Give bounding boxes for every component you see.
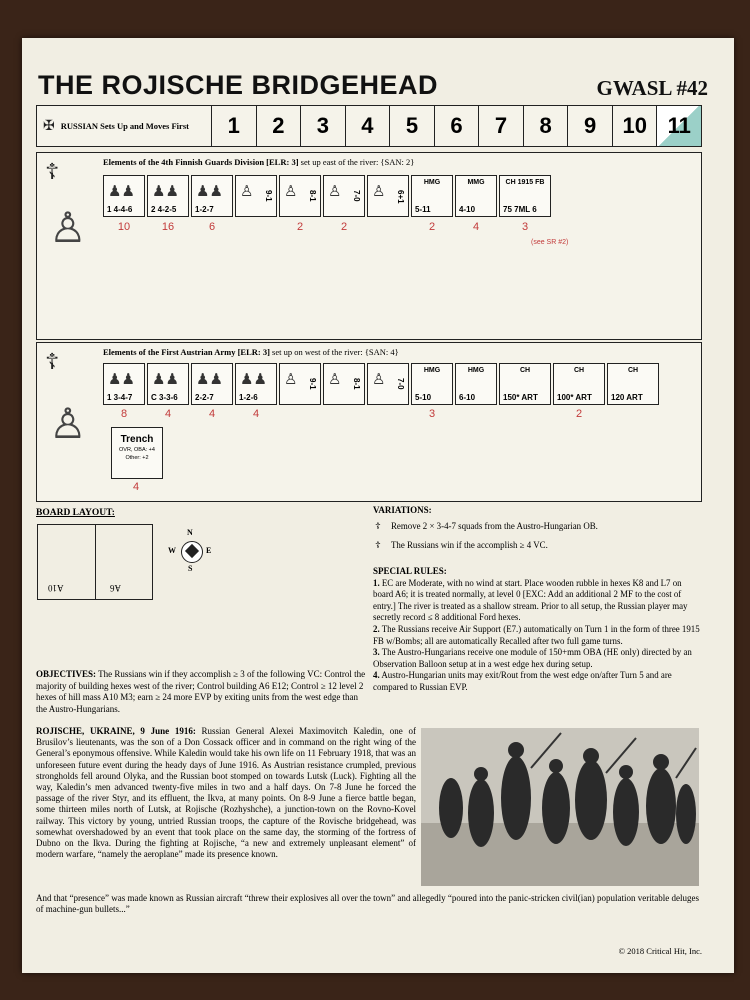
russian-count: 6	[208, 221, 216, 233]
austrian-count	[499, 408, 551, 420]
austrian-count: 4	[208, 408, 216, 420]
turn-box: 7	[479, 106, 524, 146]
squad-figure-icon: ♟♟	[108, 371, 135, 388]
russian-count: 10	[117, 221, 131, 233]
austrian-count: 2	[575, 408, 583, 420]
austrian-counter: ♟♟ 2-2-7	[191, 363, 233, 405]
russian-counts	[103, 221, 551, 233]
russian-counter: ♙ 7-0	[323, 175, 365, 217]
russian-counter: ♟♟ 1-2-7	[191, 175, 233, 217]
squad-figure-icon: ♟♟	[196, 371, 223, 388]
austrian-counter: ♙ 8-1	[323, 363, 365, 405]
leader-figure-icon: ♙	[372, 183, 386, 200]
austrian-counter: ♙ 7-0	[367, 363, 409, 405]
russian-count: 2	[428, 221, 436, 233]
austrian-count	[455, 408, 497, 420]
compass-icon	[181, 541, 203, 563]
turn-box: 10	[613, 106, 658, 146]
austrian-count	[607, 408, 659, 420]
board-layout	[37, 524, 153, 600]
squad-figure-icon: ♟♟	[196, 183, 223, 200]
austrian-soldier-icon: ♙	[49, 402, 87, 448]
russian-count: 3	[521, 221, 529, 233]
russian-count: 4	[472, 221, 480, 233]
russian-counter: HMG 5-11	[411, 175, 453, 217]
turn-box: 4	[346, 106, 391, 146]
turn-box: 5	[390, 106, 435, 146]
russian-counter: MMG 4-10	[455, 175, 497, 217]
austrian-counter: HMG 6-10	[455, 363, 497, 405]
austrian-counter: HMG 5-10	[411, 363, 453, 405]
russian-count	[367, 221, 409, 233]
russian-note: (see SR #2)	[531, 239, 569, 246]
russian-counter: ♙ 9-1	[235, 175, 277, 217]
turn-record-side-text: RUSSIAN Sets Up and Moves First	[60, 120, 189, 131]
austrian-ob-box	[36, 342, 702, 502]
russian-count	[235, 221, 277, 233]
scenario-title: THE ROJISCHE BRIDGEHEAD	[38, 70, 439, 100]
leader-figure-icon: ♙	[284, 183, 298, 200]
austrian-counter: ♟♟ C 3-3-6	[147, 363, 189, 405]
rule-item: 1. EC are Moderate, with no wind at start. Place wooden rubble in hexes K8 and L7 on board A6; it is treated normally, at level 0 [EXC: Add an additional 2 MF to the cost of entry.] The river is treated as a shallow stream. Prior to all setup, the Russian player may secretly record ≤ 8 additional Ford hexes.	[373, 577, 688, 623]
variations: VARIATIONS: ☦ Remove 2 × 3-4-7 squads from the Austro-Hungarian OB. ☦ The Russians win if the accomplish ≥ 4 VC.	[373, 505, 701, 552]
history-text: ROJISCHE, UKRAINE, 9 June 1916: Russian General Alexei Maximovitch Kaledin, one of Brusilov’s lieutenants, was the son of a Don Cossack officer and in command on the right wing of the General’s eponymous offensive. While Kaledin would take his own life on 11 February 1918, that was an unforeseen future event during the heady days of June 1916. As Austrian resistance crumpled, previous strongholds fell around Olyka, and the Russian boot stomped on towards Lutsk (Luck). Fighting all the way, Kaledin’s men advanced twenty-five miles in two and a half days. On 7-8 June he forced the passage of the river Styr, and its effluent, the Ikva, at many points. On 8-9 June a fierce battle began, some thirteen miles north of Lutsk, at Rojische (Rozhyshche), a junction-town on the Rovno-Kovel railway. This victory by young, untried Russian troops, the capture of the Rovische bridgehead, was somewhat overshadowed by an event that took place on the same day, the storming of the fortress of Dubno on the Ikva. During the fighting at Rojische, “a new and extremely unpleasant element” of modern warfare, “namely the aeroplane” made its presence known.	[36, 726, 416, 860]
austrian-counters	[103, 363, 659, 405]
russian-counter: CH 1915 FB 75 7ML 6	[499, 175, 551, 217]
russian-counter: ♟♟ 2 4-2-5	[147, 175, 189, 217]
leader-figure-icon: ♙	[328, 183, 342, 200]
russian-eagle-icon: ✠	[43, 118, 55, 134]
rule-item: 4. Austro-Hungarian units may exit/Rout from the west edge on/after Turn 5 and are compared to Russian EVP.	[373, 670, 672, 692]
turn-record-side	[37, 106, 212, 146]
history-tail: And that “presence” was made known as Russian aircraft “threw their explosives all over the town” and allegedly “poured into the panic-stricken civil(ian) population veritable deluges of machine-gun bullets...”	[36, 893, 700, 915]
squad-figure-icon: ♟♟	[240, 371, 267, 388]
board-a10: A10	[38, 525, 96, 599]
objectives: OBJECTIVES: The Russians win if they accomplish ≥ 3 of the following VC: Control the majority of building hexes west of the river; Control building A6 E12; Control ≥ 12 level 2 hexes of hill mass A10 M3; earn ≥ 24 more EVP by exiting units from the west edge than the Austro-Hungarians.	[36, 669, 366, 714]
russian-eagle-icon: ☦	[45, 159, 60, 184]
austrian-counter: CH 100* ART	[553, 363, 605, 405]
compass-rose: N S W E	[168, 528, 212, 573]
austrian-counter: CH 150* ART	[499, 363, 551, 405]
austrian-counts	[103, 408, 659, 420]
russian-counter: ♙ 8-1	[279, 175, 321, 217]
turn-box-last: 11	[657, 106, 701, 146]
turn-box: 8	[524, 106, 569, 146]
austrian-eagle-icon: ☦	[375, 520, 381, 531]
austrian-counter: ♟♟ 1 3-4-7	[103, 363, 145, 405]
austrian-count: 4	[164, 408, 172, 420]
russian-ob-header: Elements of the 4th Finnish Guards Division [ELR: 3] set up east of the river: {SAN: 2}	[103, 157, 415, 167]
scenario-id: GWASL #42	[596, 76, 708, 100]
russian-count: 16	[161, 221, 175, 233]
austrian-ob-header: Elements of the First Austrian Army [ELR: 3] set up on west of the river: {SAN: 4}	[103, 347, 399, 357]
russian-soldier-icon: ♙	[49, 206, 87, 252]
austrian-counter: ♙ 9-1	[279, 363, 321, 405]
turn-box: 1	[212, 106, 257, 146]
board-a6: A6	[109, 583, 121, 593]
copyright: © 2018 Critical Hit, Inc.	[618, 946, 702, 956]
trench-count: 4	[132, 481, 140, 493]
austrian-count: 4	[252, 408, 260, 420]
russian-count: 2	[296, 221, 304, 233]
squad-figure-icon: ♟♟	[152, 371, 179, 388]
russian-counter: ♟♟ 1 4-4-6	[103, 175, 145, 217]
austrian-count	[279, 408, 321, 420]
special-rules: SPECIAL RULES: 1. EC are Moderate, with no wind at start. Place wooden rubble in hexes K8 and L7 on board A6; it is treated normally, at level 0 [EXC: Add an additional 2 MF to the cost of entry.] The river is treated as a shallow stream. Prior to all setup, the Russian player may secretly record ≤ 8 additional Ford hexes. 2. The Russians receive Air Support (E7.) automatically on Turn 1 in the form of three 1915 FB w/Bombs; all are automatically Recalled after two full game turns. 3. The Austro-Hungarians receive one module of 150+mm OBA (HE only) directed by an Observation Balloon setup at in a west edge hex during setup. 4. Austro-Hungarian units may exit/Rout from the west edge on/after Turn 5 and are compared to Russian EVP.	[373, 566, 700, 692]
austrian-counter: CH 120 ART	[607, 363, 659, 405]
austrian-eagle-icon: ☦	[45, 349, 60, 374]
austrian-count: 8	[120, 408, 128, 420]
squad-figure-icon: ♟♟	[152, 183, 179, 200]
russian-counters	[103, 175, 551, 217]
russian-ob-box	[36, 152, 702, 340]
historical-photo	[421, 728, 699, 886]
leader-figure-icon: ♙	[328, 371, 342, 388]
leader-figure-icon: ♙	[284, 371, 298, 388]
squad-figure-icon: ♟♟	[108, 183, 135, 200]
austrian-counter: ♟♟ 1-2-6	[235, 363, 277, 405]
turn-box: 9	[568, 106, 613, 146]
turn-box: 6	[435, 106, 480, 146]
variation-item: ☦ The Russians win if the accomplish ≥ 4 VC.	[375, 540, 548, 551]
turn-box: 3	[301, 106, 346, 146]
leader-figure-icon: ♙	[240, 183, 254, 200]
leader-figure-icon: ♙	[372, 371, 386, 388]
trench-counter: Trench OVR, OBA: +4 Other: +2	[111, 427, 163, 479]
turn-box: 2	[257, 106, 302, 146]
russian-counter: ♙ 6+1	[367, 175, 409, 217]
rule-item: 3. The Austro-Hungarians receive one module of 150+mm OBA (HE only) directed by an Observation Balloon setup at in a west edge hex during setup.	[373, 647, 692, 669]
austrian-count: 3	[428, 408, 436, 420]
russian-eagle-icon: ☦	[375, 540, 381, 551]
board-layout-label: BOARD LAYOUT:	[36, 508, 115, 518]
russian-count: 2	[340, 221, 348, 233]
turn-record-track	[36, 105, 702, 147]
austrian-count	[367, 408, 409, 420]
rule-item: 2. The Russians receive Air Support (E7.) automatically on Turn 1 in the form of three 1915 FB w/Bombs; all are automatically Recalled after two full game turns.	[373, 623, 700, 646]
variation-item: ☦ Remove 2 × 3-4-7 squads from the Austro-Hungarian OB.	[375, 520, 598, 531]
austrian-count	[323, 408, 365, 420]
